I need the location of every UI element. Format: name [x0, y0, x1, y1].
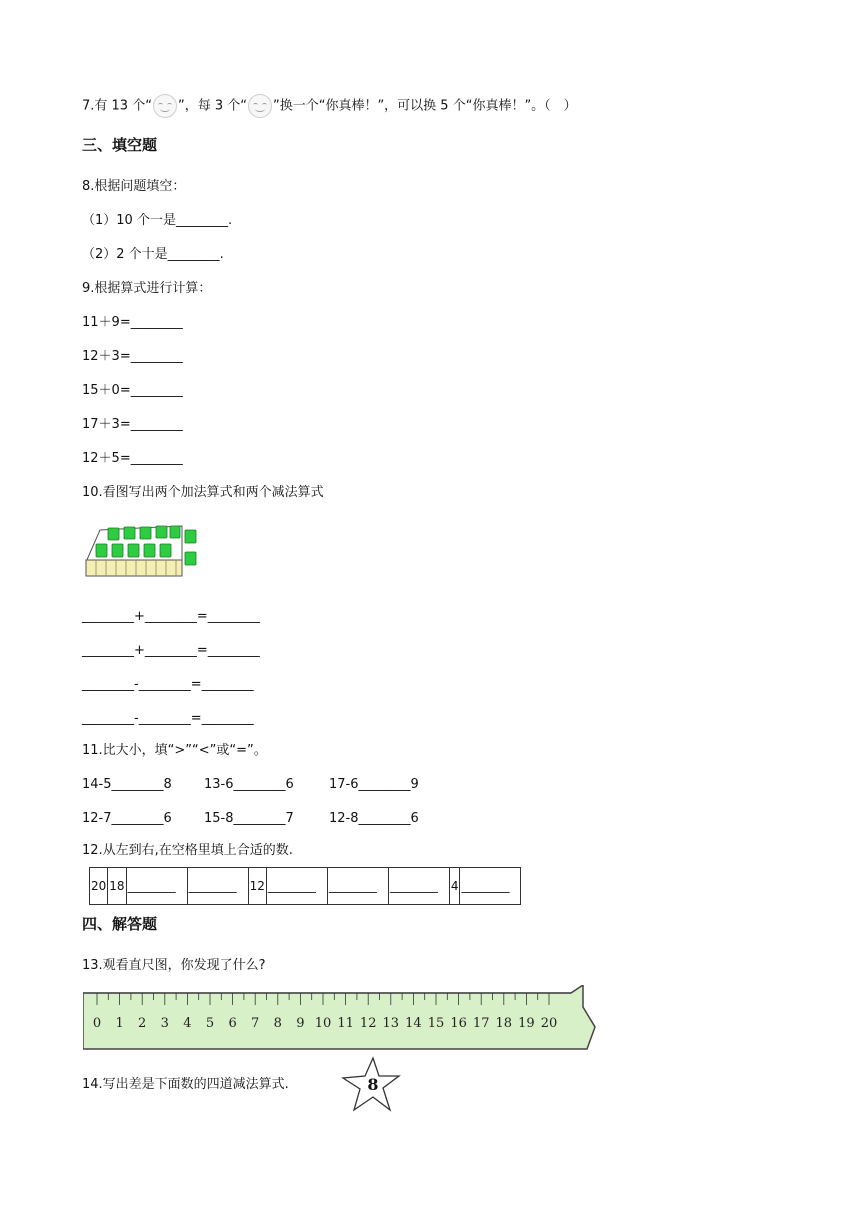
- q12-title: 12.从左到右,在空格里填上合适的数.: [82, 843, 293, 858]
- q11-item: 17-6________9: [329, 777, 419, 792]
- ruler-number: 12: [359, 1016, 377, 1031]
- q9-item-2: 12＋3=________: [82, 349, 183, 364]
- table-cell-blank: ________: [187, 868, 248, 905]
- ruler-number: 15: [427, 1016, 445, 1031]
- q10-line-3: ________-________=________: [82, 677, 254, 692]
- q10-line-4: ________-________=________: [82, 711, 254, 726]
- ruler-number: 3: [160, 1016, 169, 1031]
- ruler-number: 13: [382, 1016, 400, 1031]
- q9-item-4: 17＋3=________: [82, 417, 183, 432]
- table-cell-blank: ________: [126, 868, 187, 905]
- table-cell-blank: ________: [327, 868, 388, 905]
- section-heading-answer: 四、解答题: [82, 915, 158, 933]
- section-heading-fill-blanks: 三、填空题: [82, 136, 158, 154]
- q7-text-1: 7.有 13 个“: [82, 98, 152, 114]
- q7-text-2: ”，每 3 个“: [177, 98, 247, 114]
- ruler-number: 10: [314, 1016, 332, 1031]
- ruler-number: 0: [92, 1016, 102, 1031]
- q11-row-2: [82, 810, 419, 828]
- q9-title: 9.根据算式进行计算：: [82, 281, 212, 296]
- q7-text-3: ”换一个“你真棒！”，可以换 5 个“你真棒！”。（ ）: [272, 98, 577, 114]
- counting-tray-image: [84, 516, 204, 582]
- q11-row-1: [82, 776, 419, 794]
- q8-title: 8.根据问题填空：: [82, 179, 186, 194]
- number-sequence-table: [89, 867, 521, 905]
- smiley-face-icon: [248, 94, 272, 118]
- ruler-number: 16: [450, 1016, 467, 1031]
- smiley-face-icon: [153, 94, 177, 118]
- star-number: 8: [367, 1075, 379, 1094]
- ruler-number: 17: [472, 1016, 490, 1031]
- ruler-number: 19: [518, 1016, 535, 1031]
- q10-line-1: ________+________=________: [82, 609, 260, 624]
- ruler-image: [83, 985, 605, 1051]
- ruler-number: 7: [251, 1016, 260, 1031]
- q11-item: 14-5________8: [82, 777, 172, 792]
- ruler-number: 5: [205, 1016, 215, 1031]
- table-cell: 20: [90, 868, 108, 905]
- q10-title: 10.看图写出两个加法算式和两个减法算式: [82, 485, 324, 500]
- q14-title: 14.写出差是下面数的四道减法算式.: [82, 1077, 289, 1092]
- table-cell: 18: [108, 868, 126, 905]
- q9-item-1: 11＋9=________: [82, 315, 183, 330]
- q8-item-2: （2）2 个十是________.: [82, 247, 224, 262]
- table-row: [90, 868, 521, 905]
- table-cell-blank: ________: [266, 868, 327, 905]
- ruler-number: 1: [115, 1016, 124, 1031]
- q11-item: 12-8________6: [329, 811, 419, 826]
- q13-title: 13.观看直尺图，你发现了什么?: [82, 958, 266, 973]
- ruler-number: 18: [495, 1016, 513, 1031]
- ruler-number: 20: [540, 1016, 558, 1031]
- ruler-number: 14: [405, 1016, 422, 1031]
- ruler-number: 8: [273, 1016, 282, 1031]
- ruler-number: 11: [337, 1016, 354, 1031]
- table-cell-blank: ________: [460, 868, 521, 905]
- ruler-number: 4: [183, 1016, 192, 1031]
- table-cell-blank: ________: [388, 868, 449, 905]
- ruler-number: 6: [228, 1016, 237, 1031]
- q9-item-5: 12＋5=________: [82, 451, 183, 466]
- q11-item: 13-6________6: [204, 777, 294, 792]
- q9-item-3: 15＋0=________: [82, 383, 183, 398]
- table-cell: 4: [449, 868, 460, 905]
- ruler-number: 2: [138, 1016, 147, 1031]
- q11-title: 11.比大小，填“>”“<”或“=”。: [82, 743, 267, 758]
- q11-item: 12-7________6: [82, 811, 172, 826]
- table-cell: 12: [248, 868, 266, 905]
- q10-line-2: ________+________=________: [82, 643, 260, 658]
- q8-item-1: （1）10 个一是________.: [82, 213, 233, 228]
- question-7: [82, 94, 577, 118]
- q11-item: 15-8________7: [204, 811, 294, 826]
- star-image: [340, 1056, 402, 1114]
- ruler-number: 9: [296, 1016, 305, 1031]
